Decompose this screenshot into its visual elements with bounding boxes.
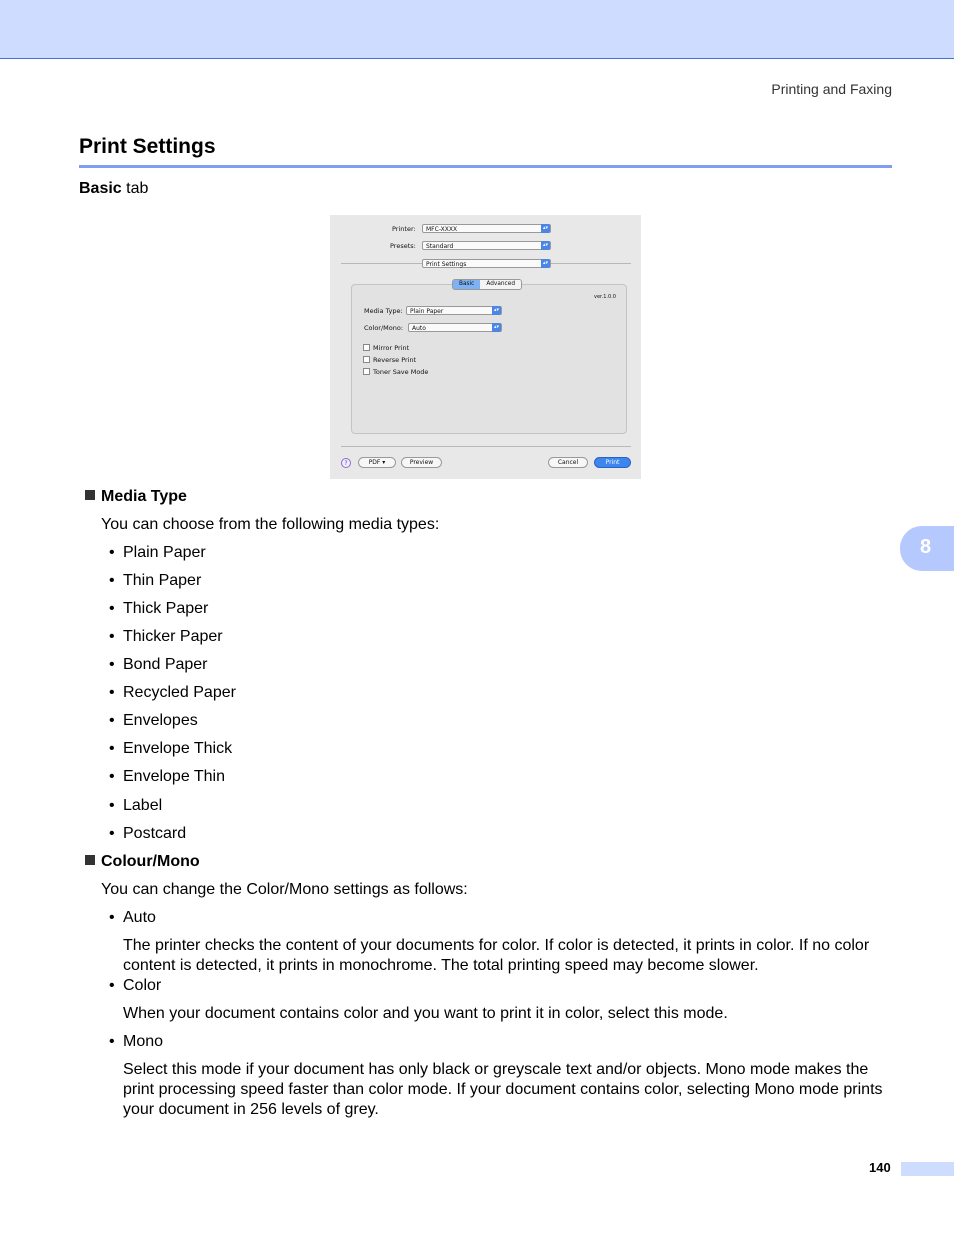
popup-arrows-icon: ▴▾ [493, 324, 500, 330]
cancel-button[interactable]: Cancel [548, 457, 588, 468]
media-type-heading [85, 488, 187, 506]
subheading [79, 180, 148, 198]
list-item: • Recycled Paper [109, 684, 236, 701]
title-rule [79, 165, 892, 168]
popup-arrows-icon: ▴▾ [542, 225, 549, 231]
pdf-button[interactable]: PDF ▾ [358, 457, 396, 468]
media-type-item: Label [123, 797, 163, 814]
media-type-item: Postcard [123, 825, 187, 842]
subheading-rest: tab [121, 180, 149, 197]
popup-arrows-icon: ▴▾ [493, 307, 500, 313]
pane-popup[interactable] [422, 259, 551, 268]
toner-save-checkbox[interactable] [363, 368, 370, 375]
list-item: • Mono [109, 1033, 164, 1050]
chapter-number: 8 [920, 536, 932, 558]
media-type-item: Thin Paper [123, 572, 202, 589]
reverse-print-label: Reverse Print [373, 356, 417, 364]
list-item: • Envelope Thick [109, 740, 233, 757]
list-item: • Color [109, 977, 162, 994]
top-band [0, 0, 954, 59]
media-type-label: Media Type: [364, 307, 403, 315]
running-head: Printing and Faxing [771, 81, 892, 97]
color-mono-label: Color/Mono: [364, 324, 404, 332]
reverse-print-checkbox[interactable] [363, 356, 370, 363]
list-item: • Label [109, 797, 163, 814]
printer-value: MFC-XXXX [426, 226, 458, 233]
help-icon[interactable]: ? [341, 458, 351, 468]
list-item: • Envelopes [109, 712, 198, 729]
chapter-tab [900, 526, 954, 571]
tab-basic[interactable]: Basic [453, 280, 480, 289]
media-type-item: Recycled Paper [123, 684, 236, 701]
pane-value: Print Settings [426, 261, 467, 268]
media-type-item: Thick Paper [123, 600, 209, 617]
print-button[interactable]: Print [594, 457, 631, 468]
colour-mono-heading-text: Colour/Mono [101, 853, 200, 870]
presets-value: Standard [426, 243, 454, 250]
tab-switch [452, 279, 522, 290]
toner-save-label: Toner Save Mode [373, 368, 429, 376]
color-label: Color [123, 977, 162, 994]
presets-label: Presets: [390, 242, 416, 250]
media-type-item: Plain Paper [123, 544, 206, 561]
divider [341, 446, 631, 447]
list-item: • Thicker Paper [109, 628, 223, 645]
page-title: Print Settings [79, 135, 216, 158]
auto-description: The printer checks the content of your documents for color. If color is detected, it prints in color. If no color content is detected, it prints in monochrome. The total printing speed may become slower. [123, 937, 870, 974]
media-type-item: Envelopes [123, 712, 198, 729]
page-number-bar [901, 1162, 954, 1176]
auto-label: Auto [123, 909, 156, 926]
mono-description: Select this mode if your document has only black or greyscale text and/or objects. Mono mode makes the print processing speed faster than color mode. If your document contains color, selecting Mono mode prints your document in 256 levels of grey. [123, 1061, 883, 1118]
media-type-item: Envelope Thick [123, 740, 233, 757]
list-item: • Plain Paper [109, 544, 206, 561]
version-label: ver.1.0.0 [594, 294, 616, 300]
popup-arrows-icon: ▴▾ [542, 242, 549, 248]
presets-popup[interactable] [422, 241, 551, 250]
list-item: • Postcard [109, 825, 187, 842]
printer-label: Printer: [392, 225, 416, 233]
list-item: • Envelope Thin [109, 768, 225, 785]
mirror-print-checkbox[interactable] [363, 344, 370, 351]
color-mono-value: Auto [412, 325, 426, 332]
media-type-item: Bond Paper [123, 656, 208, 673]
media-type-item: Envelope Thin [123, 768, 225, 785]
print-dialog-screenshot [330, 215, 641, 479]
media-type-popup[interactable] [406, 306, 502, 315]
popup-arrows-icon: ▴▾ [542, 260, 549, 266]
mirror-print-label: Mirror Print [373, 344, 410, 352]
colour-mono-heading [85, 853, 200, 871]
tab-advanced[interactable]: Advanced [480, 280, 521, 289]
subheading-bold: Basic [79, 180, 122, 197]
color-mono-popup[interactable] [408, 323, 502, 332]
page-number: 140 [869, 1160, 891, 1175]
printer-popup[interactable] [422, 224, 551, 233]
square-bullet-icon [85, 855, 95, 865]
media-type-heading-text: Media Type [101, 488, 187, 505]
square-bullet-icon [85, 490, 95, 500]
list-item: • Thick Paper [109, 600, 209, 617]
media-type-value: Plain Paper [410, 308, 444, 315]
mono-label: Mono [123, 1033, 164, 1050]
preview-button[interactable]: Preview [401, 457, 442, 468]
media-type-item: Thicker Paper [123, 628, 223, 645]
media-type-intro: You can choose from the following media types: [101, 516, 440, 533]
color-description: When your document contains color and you want to print it in color, select this mode. [123, 1005, 728, 1022]
list-item: • Thin Paper [109, 572, 202, 589]
colour-mono-intro: You can change the Color/Mono settings as follows: [101, 881, 468, 898]
list-item: • Bond Paper [109, 656, 208, 673]
list-item: • Auto [109, 909, 156, 926]
